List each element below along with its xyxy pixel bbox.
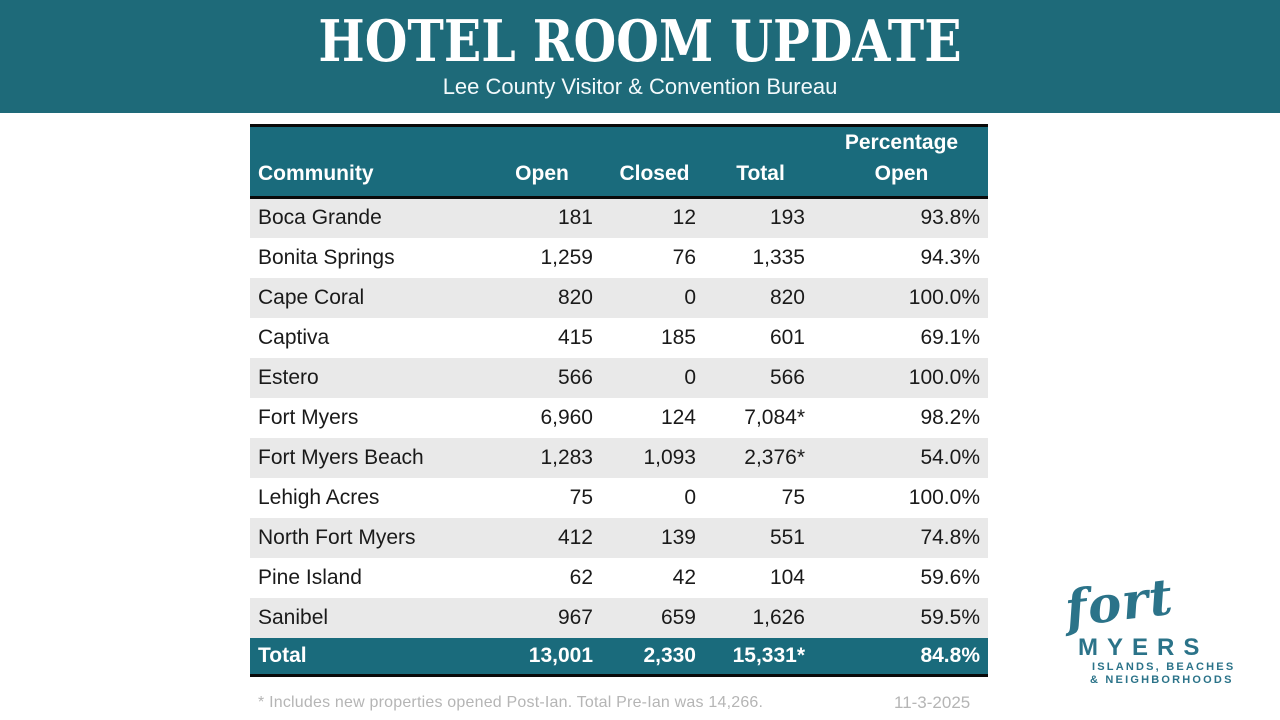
cell-community: Estero xyxy=(258,365,319,389)
cell-open: 75 xyxy=(569,485,593,509)
table-total-row xyxy=(250,638,988,676)
cell-open: 412 xyxy=(557,525,593,549)
cell-community: Lehigh Acres xyxy=(258,485,380,509)
cell-community: Fort Myers xyxy=(258,405,359,429)
cell-community: Fort Myers Beach xyxy=(258,445,424,469)
cell-total: 551 xyxy=(769,525,805,549)
table-row xyxy=(250,318,988,358)
cell-closed: 185 xyxy=(660,325,696,349)
cell-open: 820 xyxy=(557,285,593,309)
slide-date: 11-3-2025 xyxy=(894,693,971,712)
table-row xyxy=(250,598,988,638)
cell-total: 193 xyxy=(769,206,805,230)
cell-closed: 124 xyxy=(660,405,696,429)
col-header-percentage-open xyxy=(815,126,988,198)
cell-percentage: 69.1% xyxy=(920,325,980,349)
logo-wordmark-myers: MYERS xyxy=(1078,634,1209,661)
logo-tagline-line2: & NEIGHBORHOODS xyxy=(1090,674,1234,686)
table-row xyxy=(250,438,988,478)
fort-myers-logo xyxy=(1055,566,1250,695)
slide-subtitle: Lee County Visitor & Convention Bureau xyxy=(442,74,838,99)
cell-total: 820 xyxy=(769,285,805,309)
hotel-room-table xyxy=(250,124,988,677)
table-row xyxy=(250,518,988,558)
cell-open: 6,960 xyxy=(540,405,593,429)
table-row xyxy=(250,478,988,518)
cell-community: North Fort Myers xyxy=(258,525,416,549)
cell-total: 7,084* xyxy=(744,405,805,429)
cell-percentage: 100.0% xyxy=(908,285,980,309)
cell-closed: 1,093 xyxy=(643,445,696,469)
cell-percentage: 94.3% xyxy=(920,245,980,269)
table-row xyxy=(250,278,988,318)
cell-open: 967 xyxy=(557,605,593,629)
cell-total: 566 xyxy=(769,365,805,389)
col-header-closed: Closed xyxy=(603,126,706,198)
cell-total: 104 xyxy=(769,565,805,589)
table-row xyxy=(250,198,988,238)
total-total: 15,331* xyxy=(706,638,815,676)
col-header-total: Total xyxy=(706,126,815,198)
table-row xyxy=(250,358,988,398)
cell-percentage: 74.8% xyxy=(920,525,980,549)
cell-percentage: 100.0% xyxy=(908,485,980,509)
cell-closed: 0 xyxy=(684,285,696,309)
cell-open: 566 xyxy=(557,365,593,389)
cell-closed: 76 xyxy=(672,245,696,269)
table-row xyxy=(250,558,988,598)
cell-community: Bonita Springs xyxy=(258,245,395,269)
cell-percentage: 54.0% xyxy=(920,445,980,469)
slide-title: HOTEL ROOM UPDATE xyxy=(318,8,962,75)
table-row xyxy=(250,238,988,278)
col-header-percentage-line1: Percentage xyxy=(844,131,959,154)
total-percentage: 84.8% xyxy=(815,638,988,676)
cell-total: 75 xyxy=(781,485,805,509)
cell-total: 1,626 xyxy=(752,605,805,629)
cell-open: 181 xyxy=(557,206,593,230)
col-header-percentage-line2: Open xyxy=(874,162,929,185)
col-header-open: Open xyxy=(481,126,603,198)
total-label: Total xyxy=(250,638,481,676)
table-header-row xyxy=(250,126,988,198)
cell-percentage: 93.8% xyxy=(920,206,980,230)
cell-community: Boca Grande xyxy=(258,206,382,230)
title-banner xyxy=(0,0,1280,113)
cell-closed: 139 xyxy=(660,525,696,549)
cell-total: 1,335 xyxy=(752,245,805,269)
footnote: * Includes new properties opened Post-Ian. Total Pre-Ian was 14,266. xyxy=(258,694,764,711)
cell-percentage: 59.6% xyxy=(920,565,980,589)
cell-open: 62 xyxy=(569,565,593,589)
cell-open: 415 xyxy=(557,325,593,349)
cell-closed: 0 xyxy=(684,365,696,389)
cell-community: Sanibel xyxy=(258,605,329,629)
col-header-community: Community xyxy=(250,126,481,198)
cell-open: 1,259 xyxy=(540,245,593,269)
cell-total: 2,376* xyxy=(744,445,805,469)
hotel-room-table-container xyxy=(250,124,988,677)
cell-community: Pine Island xyxy=(258,565,362,589)
cell-open: 1,283 xyxy=(540,445,593,469)
table-row xyxy=(250,398,988,438)
cell-percentage: 100.0% xyxy=(908,365,980,389)
logo-script-fort: fort xyxy=(1061,566,1177,639)
cell-community: Cape Coral xyxy=(258,285,365,309)
cell-closed: 42 xyxy=(672,565,696,589)
logo-tagline-line1: ISLANDS, BEACHES xyxy=(1092,661,1236,673)
total-closed: 2,330 xyxy=(603,638,706,676)
cell-closed: 12 xyxy=(672,206,696,230)
cell-percentage: 59.5% xyxy=(920,605,980,629)
total-open: 13,001 xyxy=(481,638,603,676)
cell-community: Captiva xyxy=(258,325,330,349)
cell-percentage: 98.2% xyxy=(920,405,980,429)
cell-closed: 659 xyxy=(660,605,696,629)
cell-total: 601 xyxy=(769,325,805,349)
cell-closed: 0 xyxy=(684,485,696,509)
